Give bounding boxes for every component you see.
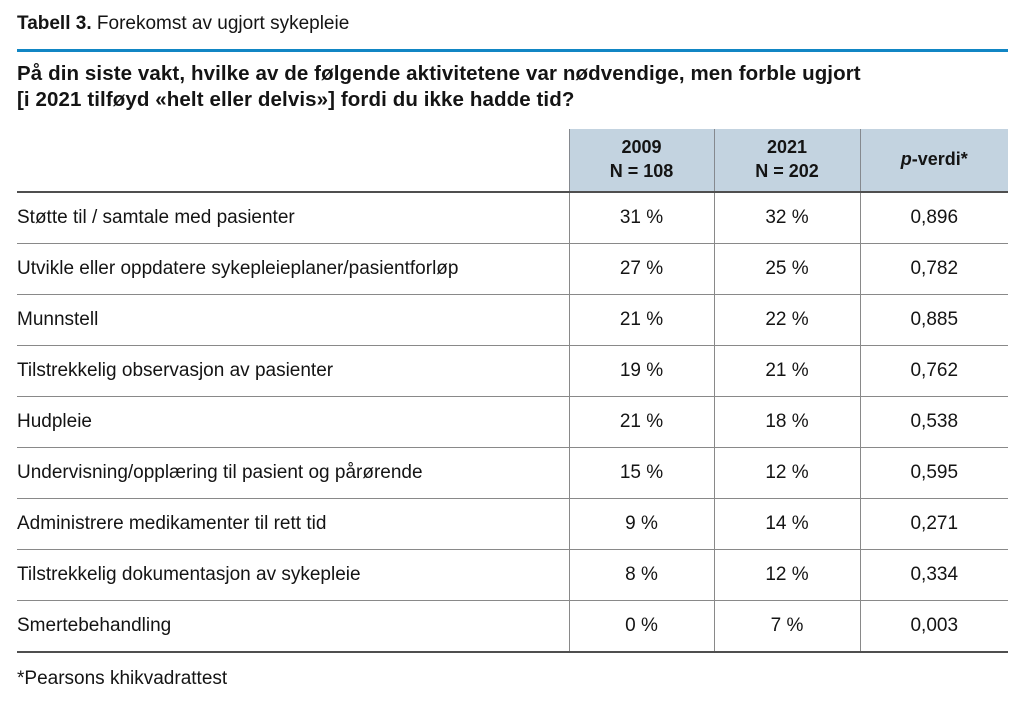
value-2021: 32 % bbox=[714, 192, 860, 244]
value-2021: 21 % bbox=[714, 345, 860, 396]
table-footnote: *Pearsons khikvadrattest bbox=[17, 667, 228, 689]
activity-label: Smertebehandling bbox=[17, 600, 569, 652]
activity-label: Utvikle eller oppdatere sykepleieplaner/pasientforløp bbox=[17, 243, 569, 294]
activity-label: Administrere medikamenter til rett tid bbox=[17, 498, 569, 549]
table-row bbox=[17, 294, 1008, 345]
value-2009: 8 % bbox=[569, 549, 714, 600]
p-value: 0,003 bbox=[860, 600, 1008, 652]
p-value: 0,538 bbox=[860, 396, 1008, 447]
column-header-2021 bbox=[714, 129, 860, 192]
value-2009: 19 % bbox=[569, 345, 714, 396]
p-value: 0,762 bbox=[860, 345, 1008, 396]
table-title-text: Forekomst av ugjort sykepleie bbox=[96, 13, 350, 34]
value-2009: 31 % bbox=[569, 192, 714, 244]
table-row bbox=[17, 549, 1008, 600]
value-2021: 25 % bbox=[714, 243, 860, 294]
activity-label: Støtte til / samtale med pasienter bbox=[17, 192, 569, 244]
top-divider-rule bbox=[17, 49, 1008, 52]
value-2009: 27 % bbox=[569, 243, 714, 294]
column-header-2009 bbox=[569, 129, 714, 192]
value-2009: 21 % bbox=[569, 396, 714, 447]
value-2009: 0 % bbox=[569, 600, 714, 652]
activity-label: Undervisning/opplæring til pasient og pårørende bbox=[17, 447, 569, 498]
column-header-2021-n: N = 202 bbox=[755, 160, 819, 181]
table-header-row bbox=[17, 129, 1008, 192]
value-2009: 21 % bbox=[569, 294, 714, 345]
value-2021: 14 % bbox=[714, 498, 860, 549]
page-title bbox=[17, 12, 1008, 37]
column-header-2021-year: 2021 bbox=[766, 137, 808, 158]
survey-question bbox=[17, 61, 1008, 114]
column-header-2009-year: 2009 bbox=[621, 137, 662, 158]
table-row bbox=[17, 243, 1008, 294]
pvalue-header-p: p bbox=[900, 149, 912, 169]
value-2009: 9 % bbox=[569, 498, 714, 549]
activity-label: Munnstell bbox=[17, 294, 569, 345]
table-row bbox=[17, 498, 1008, 549]
value-2021: 22 % bbox=[714, 294, 860, 345]
p-value: 0,271 bbox=[860, 498, 1008, 549]
value-2021: 12 % bbox=[714, 447, 860, 498]
value-2021: 18 % bbox=[714, 396, 860, 447]
p-value: 0,334 bbox=[860, 549, 1008, 600]
survey-question-line2: [i 2021 tilføyd «helt eller delvis»] fordi du ikke hadde tid? bbox=[17, 88, 575, 112]
p-value: 0,595 bbox=[860, 447, 1008, 498]
column-header-2009-n: N = 108 bbox=[609, 160, 674, 181]
survey-question-line1: På din siste vakt, hvilke av de følgende aktivitetene var nødvendige, men forble ugjort bbox=[17, 61, 861, 85]
results-table bbox=[17, 129, 1008, 653]
p-value: 0,896 bbox=[860, 192, 1008, 244]
table-row bbox=[17, 396, 1008, 447]
p-value: 0,885 bbox=[860, 294, 1008, 345]
activity-label: Tilstrekkelig dokumentasjon av sykepleie bbox=[17, 549, 569, 600]
table-row bbox=[17, 447, 1008, 498]
table-body bbox=[17, 192, 1008, 652]
column-header-pvalue bbox=[860, 129, 1008, 192]
value-2021: 12 % bbox=[714, 549, 860, 600]
pvalue-header-rest: -verdi* bbox=[911, 149, 968, 169]
column-header-empty bbox=[17, 129, 569, 192]
table-row bbox=[17, 600, 1008, 652]
table-row bbox=[17, 345, 1008, 396]
table-number-label: Tabell 3. bbox=[17, 13, 92, 34]
p-value: 0,782 bbox=[860, 243, 1008, 294]
activity-label: Hudpleie bbox=[17, 396, 569, 447]
activity-label: Tilstrekkelig observasjon av pasienter bbox=[17, 345, 569, 396]
value-2009: 15 % bbox=[569, 447, 714, 498]
value-2021: 7 % bbox=[714, 600, 860, 652]
table-row bbox=[17, 192, 1008, 244]
